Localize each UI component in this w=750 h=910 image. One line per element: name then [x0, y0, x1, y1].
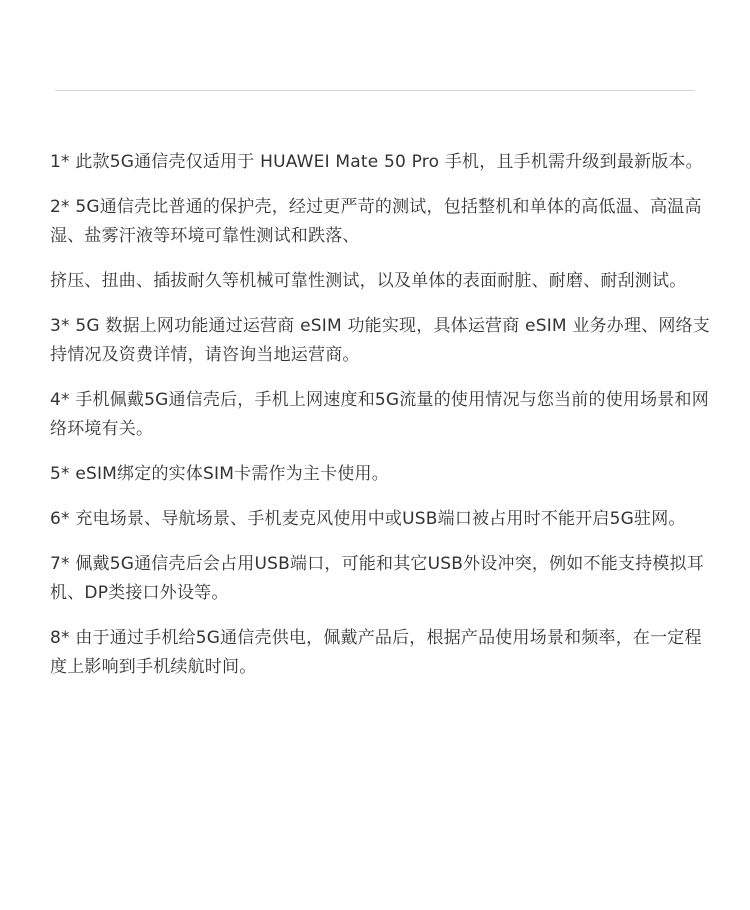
footnote-2: 2* 5G通信壳比普通的保护壳，经过更严苛的测试，包括整机和单体的高低温、高温高湿、盐雾汗液等环境可靠性测试和跌落、 [50, 197, 702, 246]
footnote-3: 3* 5G 数据上网功能通过运营商 eSIM 功能实现，具体运营商 eSIM 业务办理、网络支持情况及资费详情，请咨询当地运营商。 [50, 316, 710, 365]
footnote-8: 8* 由于通过手机给5G通信壳供电，佩戴产品后，根据产品使用场景和频率，在一定程度上影响到手机续航时间。 [50, 628, 702, 677]
footnote-5: 5* eSIM绑定的实体SIM卡需作为主卡使用。 [50, 464, 389, 484]
footnote-7: 7* 佩戴5G通信壳后会占用USB端口，可能和其它USB外设冲突，例如不能支持模拟耳机、DP类接口外设等。 [50, 554, 704, 603]
footnote-4: 4* 手机佩戴5G通信壳后，手机上网速度和5G流量的使用情况与您当前的使用场景和网络环境有关。 [50, 390, 709, 439]
footnotes-list [50, 148, 718, 698]
top-divider [55, 90, 695, 91]
footnote-6: 6* 充电场景、导航场景、手机麦克风使用中或USB端口被占用时不能开启5G驻网。 [50, 509, 686, 529]
footnote-1: 1* 此款5G通信壳仅适用于 HUAWEI Mate 50 Pro 手机，且手机需升级到最新版本。 [50, 152, 703, 172]
footnote-2-continued: 挤压、扭曲、插拔耐久等机械可靠性测试，以及单体的表面耐脏、耐磨、耐刮测试。 [50, 271, 687, 291]
